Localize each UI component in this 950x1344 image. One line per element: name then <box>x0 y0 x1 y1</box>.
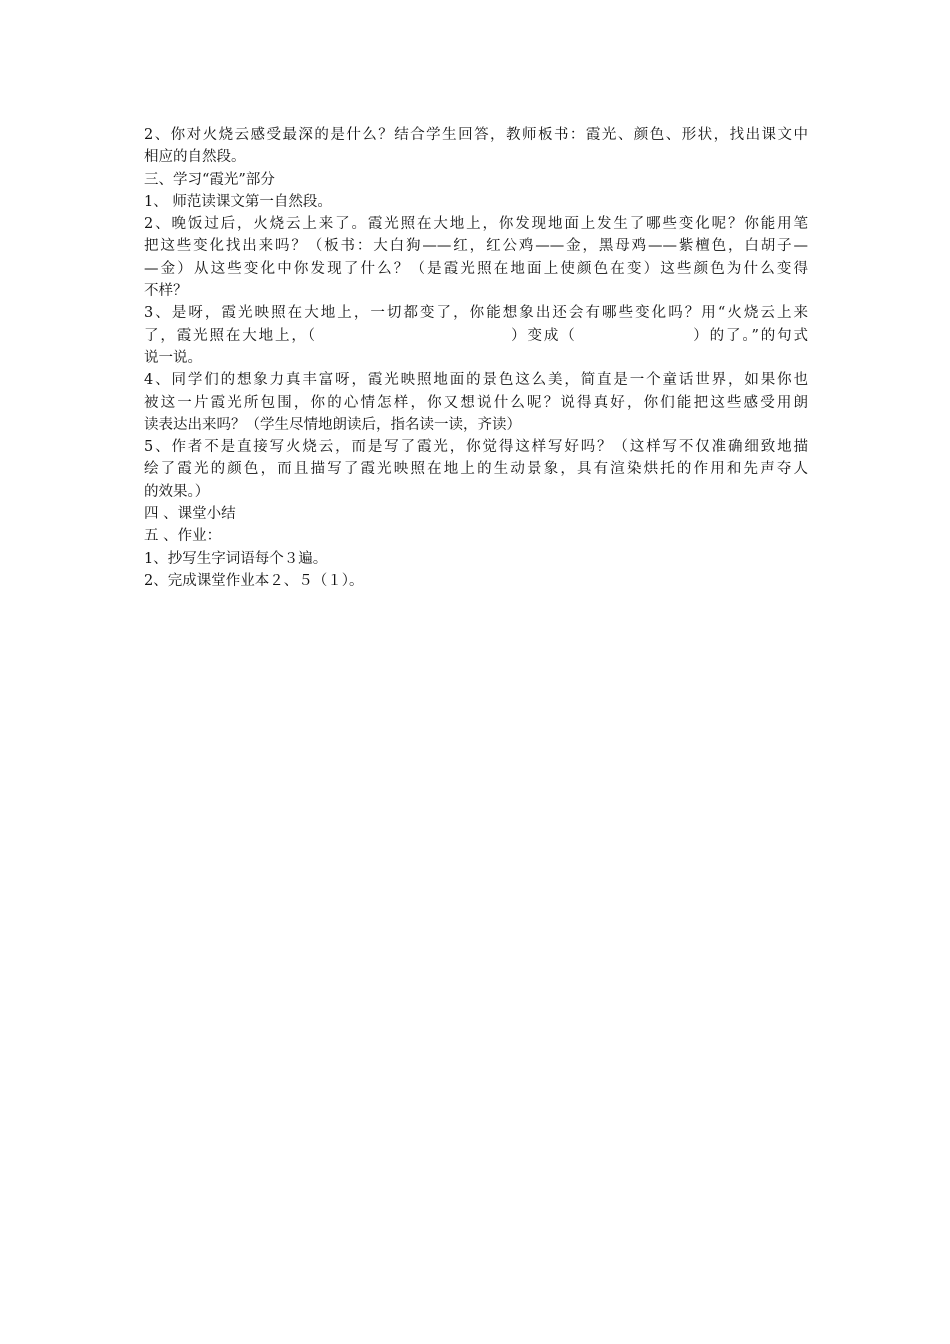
text-line: 2、晚饭过后，火烧云上来了。霞光照在大地上，你发现地面上发生了哪些变化呢？你能用笔 <box>144 216 808 233</box>
text-line: —金）从这些变化中你发现了什么？（是霞光照在地面上使颜色在变）这些颜色为什么变得 <box>144 260 808 277</box>
text-line: 1、 师范读课文第一自然段。 <box>144 193 332 210</box>
document-body <box>144 124 808 592</box>
text-line: 把这些变化找出来吗？（板书：大白狗——红，红公鸡——金，黑母鸡——紫檀色，白胡子— <box>144 238 808 255</box>
text-line: 1、抄写生字词语每个３遍。 <box>144 550 328 567</box>
text-line: 绘了霞光的颜色，而且描写了霞光映照在地上的生动景象，具有渲染烘托的作用和先声夺人 <box>144 461 808 478</box>
text-line: 2、你对火烧云感受最深的是什么？结合学生回答，教师板书：霞光、颜色、形状，找出课文中 <box>144 127 808 143</box>
text-line: 3、是呀，霞光映照在大地上，一切都变了，你能想象出还会有哪些变化吗？用“火烧云上来 <box>144 305 808 322</box>
text-line: 5、作者不是直接写火烧云，而是写了霞光，你觉得这样写好吗？（这样写不仅准确细致地描 <box>144 439 808 456</box>
text-line: 的效果。） <box>144 483 210 500</box>
text-line: 说一说。 <box>144 349 202 366</box>
text-line: 相应的自然段。 <box>144 149 246 166</box>
section-heading: 三、学习“霞光”部分 <box>144 171 275 188</box>
text-line: 被这一片霞光所包围，你的心情怎样，你又想说什么呢？说得真好，你们能把这些感受用朗 <box>144 394 808 411</box>
text-line: 不样？ <box>144 283 188 300</box>
text-line: 2、完成课堂作业本２、５（１）。 <box>144 572 364 589</box>
fill-in-blank-line: 了，霞光照在大地上，（ ）变成（ ）的了。”的句式 <box>144 327 808 344</box>
text-line: 读表达出来吗？（学生尽情地朗读后，指名读一读，齐读） <box>144 416 521 433</box>
text-line: 4、同学们的想象力真丰富呀，霞光映照地面的景色这么美，简直是一个童话世界，如果你也 <box>144 372 808 389</box>
section-heading: 四 、课堂小结 <box>144 506 236 523</box>
section-heading: 五 、作业： <box>144 528 222 545</box>
